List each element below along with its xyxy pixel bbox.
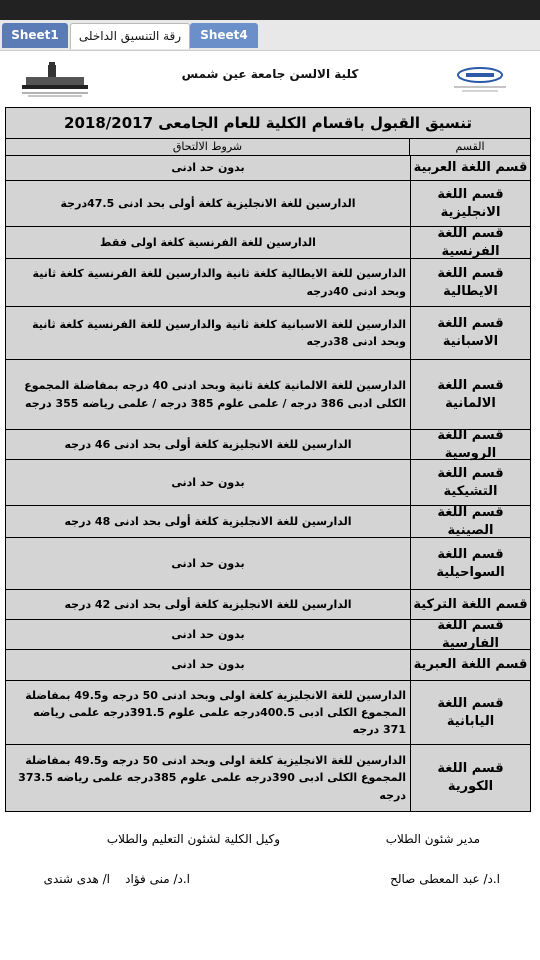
conditions-cell: الدارسين للغة الايطالية كلغة ثانية والدارسين للغة الفرنسية كلغة ثانية وبحد ادنى 40درجه — [32, 267, 406, 298]
conditions-cell: بدون حد ادنى — [171, 658, 245, 672]
conditions-cell: بدون حد ادنى — [171, 161, 245, 175]
third-signatory-name: ا/ هدى شندى — [43, 872, 110, 886]
table-row — [6, 181, 530, 227]
college-logo — [444, 65, 516, 95]
department-cell: قسم اللغة التشيكية — [410, 460, 530, 505]
conditions-cell: الدارسين للغة الانجليزية كلغة أولى بحد ادنى 46 درجه — [64, 437, 352, 451]
department-cell: قسم اللغة الالمانية — [410, 360, 530, 429]
table-row — [6, 460, 530, 506]
vice-dean-title: وكيل الكلية لشئون التعليم والطلاب — [106, 832, 280, 846]
table-row — [6, 427, 530, 461]
table-row — [6, 227, 530, 259]
tab-sheet4[interactable]: Sheet4 — [190, 23, 258, 48]
table-title: تنسيق القبول باقسام الكلية للعام الجامعى 2018/2017 — [6, 108, 530, 139]
department-cell: قسم اللغة الكورية — [410, 745, 530, 811]
department-cell: قسم اللغة الاسبانية — [410, 307, 530, 359]
conditions-cell: بدون حد ادنى — [171, 627, 245, 641]
admissions-table — [5, 107, 531, 812]
conditions-cell: الدارسين للغة الانجليزية كلغة اولى وبحد ادنى 50 درجه و49.5 بمفاضلة المجموع الكلى ادبى 400.5درجه علمى علوم 391.5درجه علمى رياضه 371 درجه — [25, 688, 406, 737]
conditions-cell: الدارسين للغة الالمانية كلغة ثانية وبحد ادنى 40 درجه بمفاضلة المجموع الكلى ادبى 386 درجه / علمى علوم 385 درجه / علمى رياضه 355 درجه — [24, 379, 406, 410]
table-row — [6, 650, 530, 681]
column-header-department: القسم — [409, 139, 530, 155]
table-row — [6, 681, 530, 745]
conditions-cell: الدارسين للغة الانجليزية كلغة أولى بحد ادنى 42 درجه — [64, 597, 352, 611]
conditions-cell: الدارسين للغة الانجليزية كلغة اولى وبحد ادنى 50 درجه و49.5 بمفاضلة المجموع الكلى ادبى 390درجه علمى علوم 385درجه علمى رياضه 373.5 درجه — [18, 754, 406, 802]
department-cell: قسم اللغة العبرية — [410, 650, 530, 680]
department-cell: قسم اللغة الفارسية — [410, 620, 530, 649]
conditions-cell: بدون حد ادنى — [171, 475, 245, 489]
status-bar — [0, 0, 540, 20]
sheet-tabs — [0, 20, 540, 51]
department-cell: قسم اللغة الفرنسية — [410, 227, 530, 258]
table-row — [6, 259, 530, 307]
table-row — [6, 307, 530, 360]
department-cell: قسم اللغة الانجليزية — [410, 181, 530, 226]
table-row — [6, 590, 530, 620]
conditions-cell: الدارسين للغة الفرنسية كلغة اولى فقط — [100, 235, 316, 249]
department-cell: قسم اللغة اليابانية — [410, 681, 530, 744]
signatures — [0, 830, 540, 900]
tab-internal-coordination[interactable]: رقة التنسيق الداخلى — [70, 23, 190, 49]
vice-dean-name: ا.د/ منى فؤاد — [125, 872, 190, 886]
department-cell: قسم اللغة التركية — [410, 590, 530, 619]
tab-sheet1[interactable]: Sheet1 — [2, 23, 68, 48]
students-affairs-name: ا.د/ عبد المعطى صالح — [390, 872, 500, 886]
conditions-cell: الدارسين للغة الاسبانية كلغة ثانية والدارسين للغة الفرنسية كلغة ثانية وبحد ادنى 38درجه — [32, 317, 406, 348]
table-row — [6, 506, 530, 538]
table-header — [6, 139, 530, 156]
conditions-cell: الدارسين للغة الانجليزية كلغة أولى بحد ادنى 48 درجه — [64, 514, 352, 528]
college-name: كلية الالسن جامعة عين شمس — [181, 67, 359, 81]
table-row — [6, 156, 530, 181]
table-row — [6, 538, 530, 590]
students-affairs-title: مدير شئون الطلاب — [385, 832, 480, 846]
department-cell: قسم اللغة العربية — [410, 156, 530, 180]
department-cell: قسم اللغة الايطالية — [410, 259, 530, 306]
conditions-cell: بدون حد ادنى — [171, 556, 245, 570]
department-cell: قسم اللغة الروسية — [410, 430, 530, 459]
table-row — [6, 360, 530, 430]
university-logo — [18, 61, 92, 99]
conditions-cell: الدارسين للغة الانجليزية كلغة أولى بحد ادنى 47.5درجة — [60, 196, 356, 210]
department-cell: قسم اللغة السواحيلية — [410, 538, 530, 589]
table-row — [6, 745, 530, 811]
department-cell: قسم اللغة الصينية — [410, 506, 530, 537]
document-header — [0, 51, 540, 106]
table-row — [6, 617, 530, 651]
column-header-conditions: شروط الالتحاق — [172, 140, 243, 153]
